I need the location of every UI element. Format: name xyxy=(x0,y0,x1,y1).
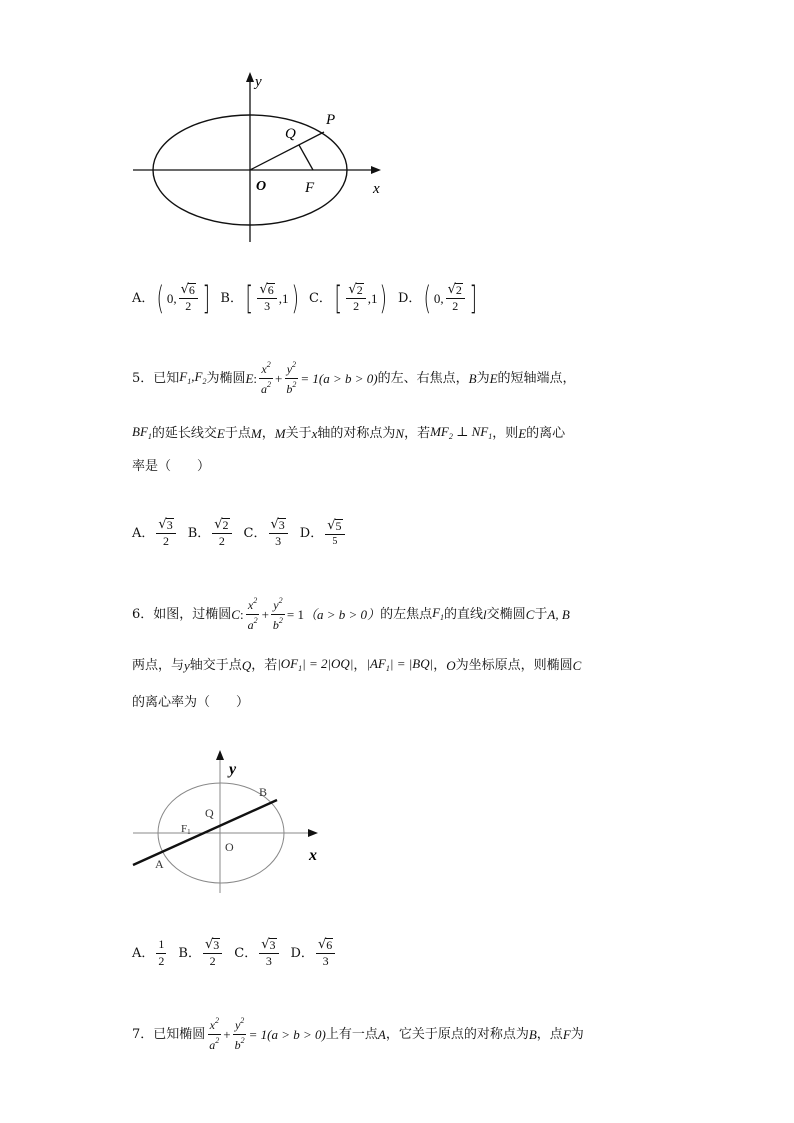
right-bracket: ] xyxy=(469,279,477,317)
q4-d-frac: √ 2 2 xyxy=(446,283,465,314)
label-y: y xyxy=(229,761,237,778)
q6-option-b-label: B． xyxy=(178,945,201,961)
q6-l2-y: y xyxy=(184,657,190,673)
q4-b-tail: ,1 xyxy=(278,290,289,306)
q6-d-rad: 6 xyxy=(326,937,333,952)
q5-l2-m2: M xyxy=(274,425,286,441)
q4-a-zero: 0, xyxy=(166,290,177,306)
q5-a-rad: 3 xyxy=(166,517,173,532)
q6-line1: 6．如图，过椭圆 C : $\frac{x^2}{a^2}$ + $\frac{y^2}{b^2}$ = 1 （a > b > 0） 的左焦点 $F_1$ 的直线 l 交椭圆 C 于 A, B xyxy=(132,595,570,632)
q4-option-d-label: D． xyxy=(397,290,422,306)
q6-c-rad: 3 xyxy=(269,937,276,952)
q6-l2-f: 为坐标原点，则椭圆 xyxy=(455,657,573,673)
x-axis-arrow xyxy=(371,166,381,174)
q5-l2-c: ， xyxy=(261,425,275,441)
q5-b-rad: 2 xyxy=(222,517,229,532)
q6-l2-q: Q xyxy=(241,657,252,673)
q4-options xyxy=(132,275,479,321)
label-p: P xyxy=(326,112,336,128)
q4-d-rad: 2 xyxy=(455,282,462,297)
q4-a-rad: 6 xyxy=(188,282,195,297)
q4-d-den: 2 xyxy=(452,298,459,313)
q4-d-zero: 0, xyxy=(433,290,444,306)
right-paren: ) xyxy=(290,279,299,317)
y-axis-arrow xyxy=(216,750,224,760)
q4-option-b-label: B． xyxy=(220,290,243,306)
q5-line2 xyxy=(132,423,565,443)
q5-a-frac: √ 3 2 xyxy=(156,518,175,549)
q4-a-frac: √ 6 2 xyxy=(179,283,198,314)
segment-qf xyxy=(299,145,313,170)
q5-c-rad: 3 xyxy=(278,517,285,532)
q4-option-a-label: A． xyxy=(132,290,155,306)
q5-mid2: 的左、右焦点， xyxy=(377,370,469,386)
q5-l2-m: M xyxy=(250,425,262,441)
q6-frac-y: $\frac{y^2}{b^2}$ xyxy=(272,595,283,632)
q5-l2-e3: E xyxy=(518,425,527,441)
q5-option-c-label: C． xyxy=(243,525,267,541)
label-x: x xyxy=(309,847,317,864)
q6-eq2: $|AF_1| = |BQ|$ xyxy=(366,656,434,673)
q6-l2-d: ， xyxy=(353,657,367,673)
q5-options xyxy=(132,512,347,554)
q6-l2-o: O xyxy=(446,657,456,673)
x-axis-arrow xyxy=(308,829,318,837)
q6-f1: $F_1$ xyxy=(432,605,445,622)
q6-ab: A, B xyxy=(547,606,570,622)
q5-b-den: 2 xyxy=(218,533,225,548)
q5-l2-x: x xyxy=(311,425,318,441)
q5-d-rad: 5 xyxy=(335,518,342,533)
right-bracket: ] xyxy=(202,279,210,317)
label-y: y xyxy=(255,74,262,90)
q6-l2-c: ，若 xyxy=(251,657,278,673)
label-q: Q xyxy=(285,126,296,142)
q6-a-num: 1 xyxy=(156,938,166,954)
q6-b-rad: 3 xyxy=(213,937,220,952)
q4-c-den: 2 xyxy=(353,298,360,313)
q5-b-frac: √ 2 2 xyxy=(212,518,231,549)
q5-mid3: 为 xyxy=(476,370,490,386)
q7-frac-y: $\frac{y^2}{b^2}$ xyxy=(234,1015,245,1052)
label-f: F1 xyxy=(181,823,191,836)
q5-perp: $MF_2$ ⊥ $NF_1$ xyxy=(430,424,493,441)
q5-l2-e2: 轴的对称点为 xyxy=(317,425,396,441)
q4-c-rad: 2 xyxy=(356,282,363,297)
q5-mid1: 为椭圆 xyxy=(206,370,246,386)
q6-line3 xyxy=(132,696,249,709)
q7-b-var: B xyxy=(528,1026,537,1042)
q6-eq1: $|OF_1| = 2|OQ|$ xyxy=(277,656,354,673)
q6-mid3: 交椭圆 xyxy=(486,606,526,622)
q5-l2-b: 于点 xyxy=(224,425,251,441)
q5-d-frac: √ 5 5 xyxy=(325,519,344,547)
label-q: Q xyxy=(205,806,214,820)
q6-c-den: 3 xyxy=(265,953,272,968)
label-b: B xyxy=(259,785,268,799)
q6-l3: 的离心率为（ ） xyxy=(132,695,250,710)
q5-frac-x: $\frac{x^2}{a^2}$ xyxy=(261,359,272,396)
q5-c-frac: √ 3 3 xyxy=(269,518,288,549)
q6-d-frac: √ 6 3 xyxy=(316,938,335,969)
q6-mid2: 的直线 xyxy=(444,606,484,622)
y-axis-arrow xyxy=(246,72,254,82)
q5-l2-a: 的延长线交 xyxy=(151,425,217,441)
q5-frac-y: $\frac{y^2}{b^2}$ xyxy=(286,359,297,396)
q7-f-var: F xyxy=(562,1026,571,1042)
q4-c-frac: √ 2 2 xyxy=(346,283,365,314)
q6-c-frac: √ 3 3 xyxy=(259,938,278,969)
label-o: O xyxy=(256,179,267,194)
right-paren: ) xyxy=(379,279,388,317)
q5-l2-n: N xyxy=(395,425,405,441)
q6-mid4: 于 xyxy=(534,606,548,622)
q6-options xyxy=(132,932,337,974)
label-f: F xyxy=(305,180,315,196)
q6-l: l xyxy=(483,606,487,622)
q7-mid1: 上有一点 xyxy=(325,1026,378,1042)
q7-mid4: 为 xyxy=(570,1026,584,1042)
q6-l2-a: 两点，与 xyxy=(132,657,185,673)
q4-c-tail: ,1 xyxy=(367,290,378,306)
q5-mid4: 的短轴端点， xyxy=(497,370,576,386)
left-paren: ( xyxy=(423,279,432,317)
q6-l2-b: 轴交于点 xyxy=(189,657,242,673)
q5-option-b-label: B． xyxy=(187,525,211,541)
q4-option-c-label: C． xyxy=(308,290,332,306)
q6-option-a-label: A． xyxy=(132,945,155,961)
q5-a-den: 2 xyxy=(163,533,170,548)
q4-b-rad: 6 xyxy=(267,282,274,297)
q5-l2-d: 关于 xyxy=(285,425,312,441)
q5-option-a-label: A． xyxy=(132,525,155,541)
q7-frac-x: $\frac{x^2}{a^2}$ xyxy=(209,1015,220,1052)
q6-b-frac: √ 3 2 xyxy=(203,938,222,969)
q7-eq-tail: = 1(a > b > 0) xyxy=(248,1026,326,1042)
q7-mid2: ，它关于原点的对称点为 xyxy=(385,1026,529,1042)
q6-cond: （a > b > 0） xyxy=(304,606,381,622)
q6-prefix: 6．如图，过椭圆 xyxy=(132,606,232,622)
q4-b-frac: √ 6 3 xyxy=(257,283,276,314)
q7-mid3: ，点 xyxy=(536,1026,563,1042)
q5-ename: E xyxy=(245,370,254,386)
q6-line2 xyxy=(132,655,581,675)
q5-c-den: 3 xyxy=(275,533,282,548)
ellipse-figure-1 xyxy=(125,70,400,250)
q5-bf1: $BF_1$ xyxy=(132,424,152,441)
q6-a-den: 2 xyxy=(158,953,165,968)
q5-d-den: 5 xyxy=(332,535,338,547)
q6-d-den: 3 xyxy=(322,953,329,968)
q4-b-den: 3 xyxy=(264,298,271,313)
q4-a-den: 2 xyxy=(185,298,192,313)
left-paren: ( xyxy=(156,279,165,317)
q5-eq-tail: = 1(a > b > 0) xyxy=(300,370,378,386)
q6-mid1: 的左焦点 xyxy=(380,606,433,622)
q5-l2-e: E xyxy=(216,425,225,441)
q6-b-den: 2 xyxy=(209,953,216,968)
q5-e-var: E xyxy=(489,370,498,386)
q7-prefix: 7．已知椭圆 xyxy=(132,1026,206,1042)
q6-eq-tail: = 1 xyxy=(286,606,305,622)
q6-c2: C xyxy=(525,606,535,622)
q5-l2-h: 的离心 xyxy=(526,425,566,441)
q5-l2-g: ，则 xyxy=(492,425,519,441)
q5-l3: 率是（ ） xyxy=(132,459,211,474)
label-o: O xyxy=(225,840,234,854)
ellipse-figure-2 xyxy=(125,748,340,898)
q6-a-frac xyxy=(156,938,166,969)
q5-f1: $F_1,F_2$ xyxy=(179,369,207,386)
q5-prefix: 5．已知 xyxy=(132,370,180,386)
left-bracket: [ xyxy=(245,279,253,317)
q5-l2-f: ，若 xyxy=(404,425,431,441)
label-x: x xyxy=(373,181,380,197)
q5-line1: 5．已知 $F_1,F_2$ 为椭圆 E : $\frac{x^2}{a^2}$ + $\frac{y^2}{b^2}$ = 1(a > b > 0) 的左、右焦点， B 为 E 的短轴端点， xyxy=(132,359,576,396)
label-a: A xyxy=(155,857,164,871)
q5-b-var: B xyxy=(468,370,477,386)
q7-a-var: A xyxy=(377,1026,386,1042)
q5-line3 xyxy=(132,460,210,473)
q7-line1: 7．已知椭圆 $\frac{x^2}{a^2}$ + $\frac{y^2}{b^2}$ = 1(a > b > 0) 上有一点 A ，它关于原点的对称点为 B ，点 F 为 xyxy=(132,1015,584,1052)
q6-l2-c2: C xyxy=(572,657,582,673)
left-bracket: [ xyxy=(334,279,342,317)
q5-option-d-label: D． xyxy=(299,525,324,541)
q6-frac-x: $\frac{x^2}{a^2}$ xyxy=(247,595,258,632)
q6-l2-e: ， xyxy=(433,657,447,673)
q6-option-c-label: C． xyxy=(234,945,258,961)
q6-cvar: C xyxy=(231,606,240,622)
q6-option-d-label: D． xyxy=(290,945,314,961)
